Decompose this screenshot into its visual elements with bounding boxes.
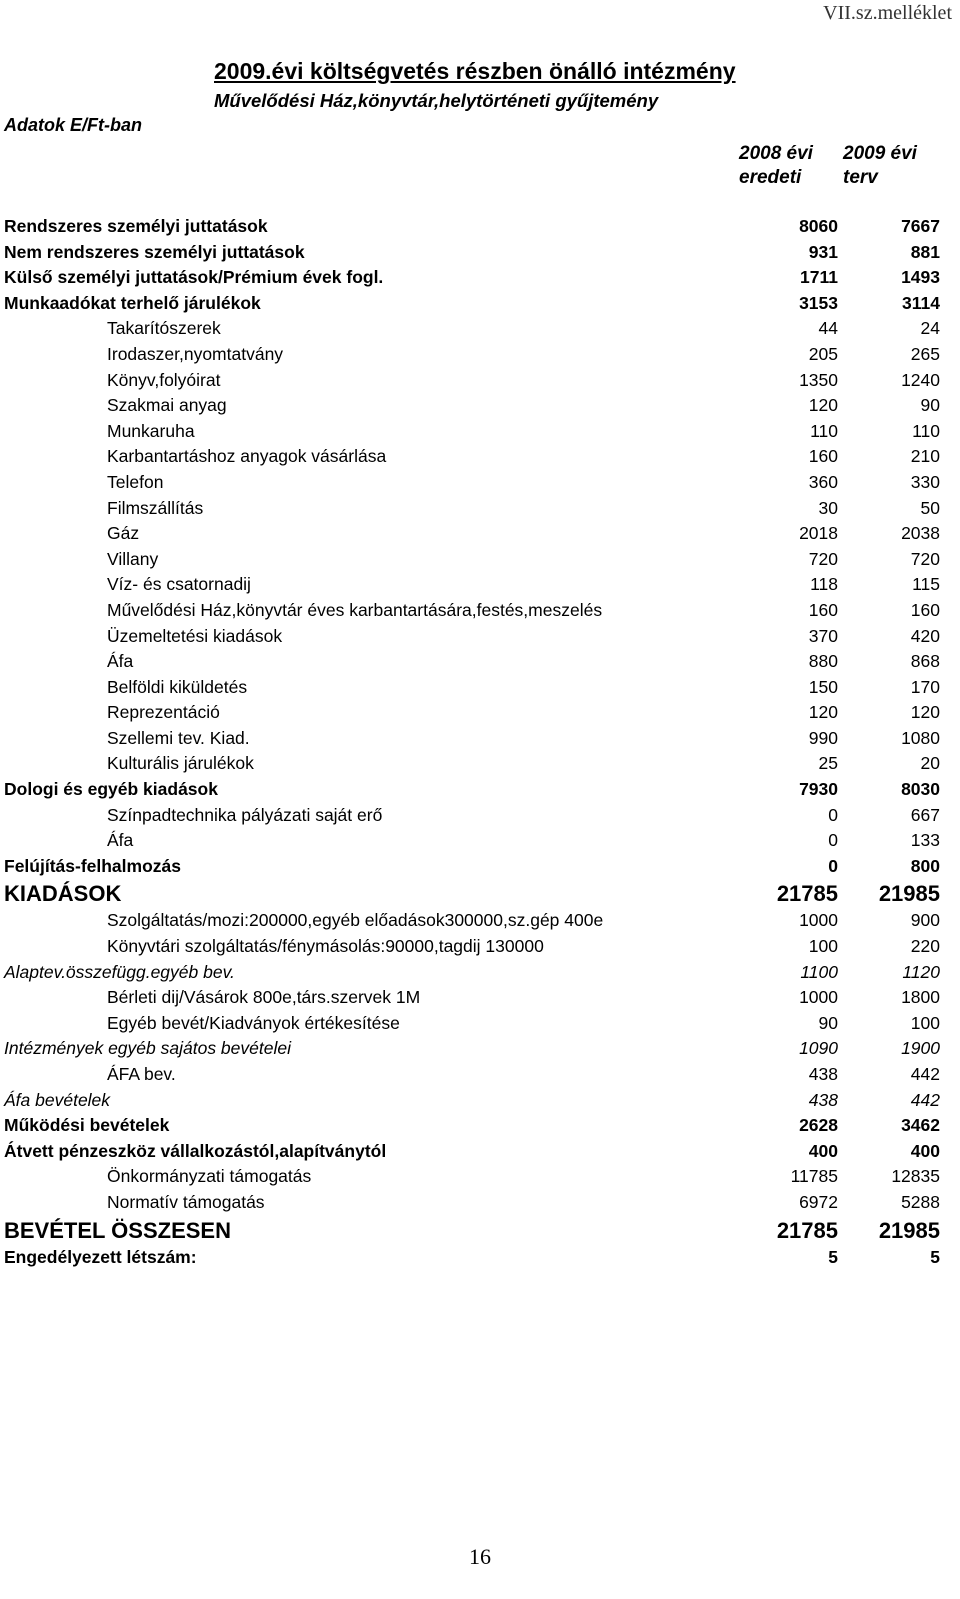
value-2008: 110 <box>810 420 838 441</box>
value-2009: 1900 <box>901 1038 940 1059</box>
value-2008: 438 <box>808 1064 838 1084</box>
table-row <box>0 854 960 880</box>
row-label: Telefon <box>107 471 164 492</box>
value-2008: 1711 <box>800 267 838 288</box>
value-2008: 118 <box>810 574 838 595</box>
row-label: Belföldi kiküldetés <box>107 676 248 697</box>
table-row <box>0 1036 960 1062</box>
table-row <box>0 291 960 317</box>
column-header-2009 <box>843 142 917 190</box>
table-row <box>0 700 960 726</box>
row-label: Filmszállítás <box>107 497 204 518</box>
value-2008: 400 <box>808 1140 838 1161</box>
row-label: Működési bevételek <box>4 1115 170 1136</box>
unit-label: Adatok E/Ft-ban <box>4 115 142 135</box>
value-2008: 720 <box>808 548 838 569</box>
value-2009: 420 <box>910 625 940 646</box>
value-2008: 100 <box>808 936 838 957</box>
table-row <box>0 828 960 854</box>
value-2008: 160 <box>808 446 838 467</box>
row-label: Áfa bevételek <box>4 1089 111 1110</box>
table-row <box>0 803 960 829</box>
table-row <box>0 1113 960 1139</box>
value-2008: 1100 <box>800 961 838 982</box>
document-title: 2009.évi költségvetés részben önálló intézmény <box>214 58 736 84</box>
table-row <box>0 908 960 934</box>
table-row <box>0 1011 960 1037</box>
value-2008: 44 <box>818 318 838 339</box>
table-row <box>0 265 960 291</box>
value-2008: 90 <box>818 1012 838 1033</box>
table-row <box>0 368 960 394</box>
value-2008: 0 <box>828 855 838 876</box>
value-2009: 1493 <box>901 267 940 288</box>
budget-table <box>0 214 960 1270</box>
page-number: 16 <box>469 1544 491 1569</box>
row-label: Munkaruha <box>107 420 195 441</box>
row-label: Dologi és egyéb kiadások <box>4 779 218 800</box>
row-label: KIADÁSOK <box>4 881 122 907</box>
row-label: Áfa <box>107 830 134 851</box>
value-2009: 900 <box>910 910 940 931</box>
value-2008: 2018 <box>799 523 838 544</box>
table-row <box>0 444 960 470</box>
value-2008: 0 <box>828 830 838 851</box>
value-2009: 7667 <box>901 216 940 236</box>
value-2009: 868 <box>910 651 940 672</box>
value-2009: 120 <box>910 702 940 723</box>
value-2008: 11785 <box>790 1166 838 1187</box>
value-2008: 150 <box>808 676 838 697</box>
value-2009: 115 <box>912 574 940 595</box>
table-row <box>0 393 960 419</box>
value-2009: 400 <box>910 1140 940 1161</box>
row-label: Engedélyezett létszám: <box>4 1246 197 1267</box>
row-label: Üzemeltetési kiadások <box>107 625 283 646</box>
value-2009: 21985 <box>878 1217 940 1243</box>
value-2009: 20 <box>920 753 940 774</box>
value-2009: 160 <box>910 599 940 620</box>
table-row <box>0 960 960 986</box>
value-2009: 3462 <box>901 1115 940 1136</box>
table-row <box>0 496 960 522</box>
value-2009: 800 <box>910 855 940 876</box>
column-header-2008-line2: eredeti <box>739 167 802 188</box>
table-row <box>0 598 960 624</box>
value-2009: 442 <box>910 1089 940 1110</box>
table-row <box>0 572 960 598</box>
value-2009: 220 <box>910 936 940 957</box>
value-2008: 1000 <box>799 910 838 931</box>
table-row <box>0 675 960 701</box>
value-2009: 2038 <box>901 523 940 544</box>
column-header-2008 <box>739 142 813 190</box>
value-2008: 25 <box>818 753 838 774</box>
row-label: Víz- és csatornadij <box>107 574 251 595</box>
table-row <box>0 342 960 368</box>
row-label: Szellemi tev. Kiad. <box>107 727 250 748</box>
row-label: Művelődési Ház,könyvtár éves karbantartására,festés,meszelés <box>107 599 603 620</box>
value-2008: 21785 <box>776 881 838 907</box>
value-2008: 205 <box>808 343 838 364</box>
value-2008: 438 <box>808 1089 838 1110</box>
table-row <box>0 777 960 803</box>
row-label: Önkormányzati támogatás <box>107 1166 312 1187</box>
value-2008: 30 <box>818 497 838 518</box>
row-label: Könyv,folyóirat <box>107 369 221 390</box>
table-row <box>0 240 960 266</box>
table-row <box>0 547 960 573</box>
value-2008: 7930 <box>799 779 838 800</box>
row-label: Intézmények egyéb sajátos bevételei <box>4 1038 291 1059</box>
row-label: Áfa <box>107 651 134 672</box>
value-2009: 170 <box>910 676 940 697</box>
row-label: Kulturális járulékok <box>107 753 254 774</box>
row-label: Villany <box>107 548 159 569</box>
row-label: Felújítás-felhalmozás <box>4 855 181 876</box>
document-subtitle: Művelődési Ház,könyvtár,helytörténeti gyűjtemény <box>214 90 659 111</box>
value-2008: 120 <box>808 395 838 416</box>
value-2009: 50 <box>920 497 940 518</box>
table-row <box>0 214 960 240</box>
row-label: Szolgáltatás/mozi:200000,egyéb előadások300000,sz.gép 400e <box>107 910 604 931</box>
value-2009: 1080 <box>901 727 940 748</box>
value-2009: 442 <box>910 1064 940 1084</box>
value-2008: 21785 <box>776 1217 838 1243</box>
table-row <box>0 726 960 752</box>
table-row <box>0 934 960 960</box>
value-2009: 667 <box>910 804 940 825</box>
value-2009: 881 <box>910 241 940 262</box>
value-2009: 3114 <box>902 292 940 313</box>
value-2008: 2628 <box>799 1115 838 1136</box>
row-label: Átvett pénzeszköz vállalkozástól,alapítványtól <box>4 1140 387 1161</box>
value-2008: 1000 <box>799 987 838 1008</box>
table-row <box>0 879 960 908</box>
value-2009: 1120 <box>902 961 940 982</box>
value-2008: 6972 <box>799 1191 838 1212</box>
row-label: Normatív támogatás <box>107 1191 265 1212</box>
row-label: Alaptev.összefügg.egyéb bev. <box>4 961 235 982</box>
value-2008: 160 <box>808 599 838 620</box>
row-label: Reprezentáció <box>107 702 220 723</box>
table-row <box>0 649 960 675</box>
value-2008: 360 <box>808 471 838 492</box>
row-label: BEVÉTEL ÖSSZESEN <box>4 1217 231 1243</box>
value-2008: 8060 <box>799 216 838 236</box>
value-2008: 1090 <box>799 1038 838 1059</box>
value-2008: 370 <box>808 625 838 646</box>
value-2008: 990 <box>808 727 838 748</box>
value-2009: 110 <box>912 420 940 441</box>
table-row <box>0 985 960 1011</box>
row-label: ÁFA bev. <box>107 1064 176 1084</box>
value-2009: 1800 <box>901 987 940 1008</box>
value-2009: 21985 <box>878 881 940 907</box>
table-row <box>0 1216 960 1245</box>
value-2009: 12835 <box>891 1166 940 1187</box>
row-label: Karbantartáshoz anyagok vásárlása <box>107 446 387 467</box>
table-row <box>0 419 960 445</box>
value-2009: 133 <box>910 830 940 851</box>
row-label: Bérleti dij/Vásárok 800e,társ.szervek 1M <box>107 987 421 1008</box>
row-label: Rendszeres személyi juttatások <box>4 216 268 236</box>
table-row <box>0 1190 960 1216</box>
row-label: Irodaszer,nyomtatvány <box>107 343 284 364</box>
table-row <box>0 521 960 547</box>
column-header-2009-line2: terv <box>843 167 878 188</box>
row-label: Külső személyi juttatások/Prémium évek fogl. <box>4 267 384 288</box>
value-2009: 720 <box>910 548 940 569</box>
row-label: Szakmai anyag <box>107 395 227 416</box>
row-label: Egyéb bevét/Kiadványok értékesítése <box>107 1012 400 1033</box>
value-2009: 5288 <box>901 1191 940 1212</box>
value-2009: 90 <box>920 395 940 416</box>
value-2009: 8030 <box>901 779 940 800</box>
value-2009: 5 <box>930 1246 940 1267</box>
value-2008: 0 <box>828 804 838 825</box>
table-row <box>0 1139 960 1165</box>
row-label: Nem rendszeres személyi juttatások <box>4 241 305 262</box>
value-2009: 24 <box>920 318 940 339</box>
value-2009: 210 <box>910 446 940 467</box>
table-row <box>0 1062 960 1088</box>
value-2009: 330 <box>910 471 940 492</box>
row-label: Gáz <box>107 523 140 544</box>
value-2008: 5 <box>828 1246 838 1267</box>
table-row <box>0 1245 960 1271</box>
annex-label: VII.sz.melléklet <box>823 2 952 24</box>
row-label: Színpadtechnika pályázati saját erő <box>107 804 383 825</box>
table-row <box>0 316 960 342</box>
table-row <box>0 624 960 650</box>
value-2008: 1350 <box>799 369 838 390</box>
value-2009: 265 <box>910 343 940 364</box>
table-row <box>0 470 960 496</box>
row-label: Takarítószerek <box>107 318 221 339</box>
value-2009: 100 <box>910 1012 940 1033</box>
row-label: Könyvtári szolgáltatás/fénymásolás:90000,tagdij 130000 <box>107 936 544 957</box>
column-header-2008-line1: 2008 évi <box>739 143 813 164</box>
value-2008: 120 <box>808 702 838 723</box>
value-2008: 880 <box>808 651 838 672</box>
value-2008: 931 <box>808 241 838 262</box>
table-row <box>0 1088 960 1114</box>
value-2008: 3153 <box>799 292 838 313</box>
column-header-2009-line1: 2009 évi <box>843 143 917 164</box>
table-row <box>0 751 960 777</box>
row-label: Munkaadókat terhelő járulékok <box>4 292 261 313</box>
value-2009: 1240 <box>901 369 940 390</box>
table-row <box>0 1164 960 1190</box>
